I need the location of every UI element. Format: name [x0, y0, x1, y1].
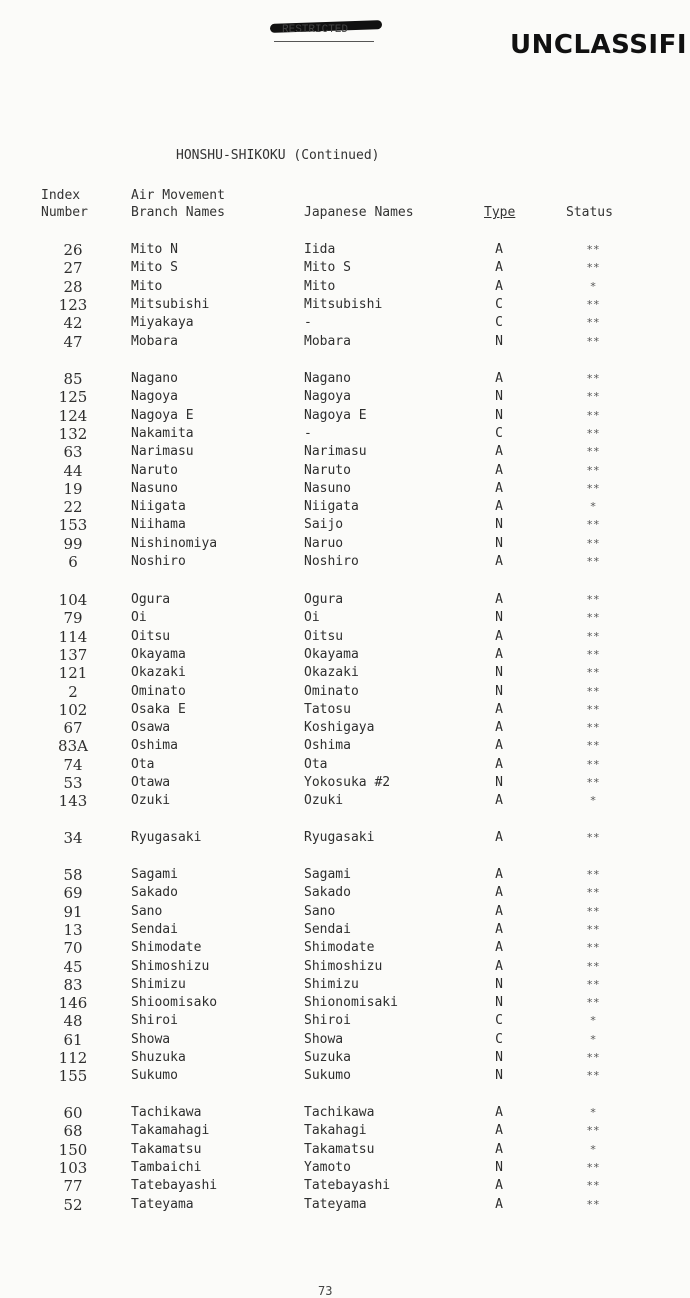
type-cell: A — [495, 940, 503, 956]
table-row — [0, 425, 690, 443]
index-number-cell: 47 — [63, 332, 83, 351]
table-row — [0, 829, 690, 847]
table-row — [0, 664, 690, 682]
type-cell: N — [495, 517, 503, 533]
table-row — [0, 498, 690, 516]
status-cell: * — [589, 279, 597, 293]
japanese-name-cell: Mobara — [304, 333, 351, 349]
air-movement-name-cell: Nishinomiya — [131, 535, 218, 551]
table-row — [0, 683, 690, 701]
air-movement-name-cell: Ryugasaki — [131, 830, 202, 845]
table-row — [0, 591, 690, 609]
type-cell: A — [495, 903, 503, 919]
type-cell: N — [495, 976, 503, 992]
japanese-name-cell: Nagoya E — [304, 407, 367, 423]
air-movement-name-cell: Shiroi — [131, 1013, 178, 1029]
status-cell: ** — [586, 739, 600, 753]
japanese-name-cell: Sendai — [304, 921, 351, 937]
status-cell: ** — [586, 297, 600, 311]
table-row — [0, 314, 690, 332]
status-cell: ** — [586, 1179, 600, 1193]
japanese-name-cell: Oshima — [304, 738, 351, 754]
column-header-type: Type — [484, 205, 516, 220]
index-number-cell: 26 — [63, 241, 83, 259]
type-cell: N — [495, 775, 503, 790]
table-row — [0, 774, 690, 792]
status-cell: ** — [586, 868, 600, 881]
index-number-cell: 85 — [63, 370, 83, 388]
air-movement-name-cell: Ominato — [131, 683, 186, 699]
index-number-cell: 83A — [58, 737, 88, 756]
air-movement-name-cell: Ota — [131, 756, 155, 772]
air-movement-name-cell: Takamatsu — [131, 1141, 202, 1157]
air-movement-name-cell: Oitsu — [131, 628, 171, 644]
air-movement-name-cell: Mobara — [131, 333, 178, 349]
japanese-name-cell: Yokosuka #2 — [304, 775, 391, 790]
index-number-cell: 68 — [63, 1122, 83, 1141]
table-row — [0, 1012, 690, 1030]
japanese-name-cell: Suzuka — [304, 1050, 351, 1065]
table-row — [0, 296, 690, 314]
page-number: 73 — [318, 1284, 333, 1298]
air-movement-name-cell: Ozuki — [131, 793, 171, 809]
type-cell: A — [495, 720, 503, 736]
status-cell: ** — [586, 1069, 600, 1083]
table-row — [0, 407, 690, 425]
type-cell: A — [495, 958, 503, 974]
table-row — [0, 516, 690, 534]
status-cell: ** — [586, 886, 600, 900]
index-number-cell: 27 — [63, 259, 83, 278]
japanese-name-cell: Shimodate — [304, 940, 375, 956]
status-cell: * — [589, 1014, 597, 1028]
index-number-cell: 45 — [63, 957, 83, 976]
index-number-cell: 19 — [63, 479, 83, 498]
stamp-text: RESTRICTED — [282, 24, 349, 36]
air-movement-name-cell: Nagoya E — [131, 407, 194, 423]
table-row — [0, 994, 690, 1012]
index-number-cell: 83 — [63, 975, 83, 994]
table-row — [0, 1031, 690, 1049]
air-movement-name-cell: Nakamita — [131, 425, 194, 441]
index-number-cell: 13 — [63, 920, 83, 939]
japanese-name-cell: Koshigaya — [304, 720, 375, 736]
air-movement-name-cell: Tateyama — [131, 1196, 194, 1212]
status-cell: ** — [586, 481, 600, 495]
status-cell: ** — [586, 1051, 600, 1064]
japanese-name-cell: Tatosu — [304, 701, 351, 717]
air-header-line1: Air Movement — [131, 188, 225, 203]
index-number-cell: 74 — [63, 755, 83, 774]
type-cell: A — [495, 701, 503, 717]
status-cell: * — [589, 794, 597, 808]
table-row — [0, 443, 690, 461]
japanese-name-cell: Takamatsu — [304, 1141, 375, 1157]
table-row — [0, 370, 690, 388]
index-number-cell: 63 — [63, 443, 83, 462]
status-cell: ** — [586, 702, 600, 716]
type-cell: A — [495, 1178, 503, 1194]
type-cell: A — [495, 1123, 503, 1139]
japanese-name-cell: Okazaki — [304, 665, 359, 681]
status-cell: ** — [586, 334, 600, 348]
air-movement-name-cell: Narimasu — [131, 444, 194, 460]
table-row — [0, 480, 690, 498]
type-cell: N — [495, 1159, 503, 1175]
japanese-name-cell: Ominato — [304, 683, 359, 699]
table-row — [0, 1141, 690, 1159]
japanese-name-cell: Saijo — [304, 517, 344, 533]
japanese-name-cell: Tatebayashi — [304, 1178, 391, 1194]
type-cell: A — [495, 867, 503, 882]
japanese-name-cell: Showa — [304, 1031, 344, 1047]
type-cell: A — [495, 462, 503, 478]
japanese-name-cell: Ota — [304, 756, 328, 772]
japanese-name-cell: Narimasu — [304, 444, 367, 460]
japanese-name-cell: Oi — [304, 610, 320, 626]
type-cell: N — [495, 665, 503, 681]
table-row — [0, 1104, 690, 1122]
type-cell: A — [495, 646, 503, 662]
status-cell: ** — [586, 721, 600, 735]
air-movement-name-cell: Osaka E — [131, 701, 186, 717]
table-row — [0, 333, 690, 351]
status-cell: ** — [586, 463, 600, 477]
index-number-cell: 123 — [58, 295, 88, 314]
table-row — [0, 792, 690, 810]
status-cell: ** — [586, 1124, 600, 1138]
index-header-line1: Index — [41, 188, 81, 203]
index-number-cell: 58 — [63, 866, 83, 884]
type-cell: N — [495, 610, 503, 626]
index-number-cell: 53 — [63, 774, 83, 792]
air-movement-name-cell: Takamahagi — [131, 1123, 210, 1139]
status-cell: ** — [586, 426, 600, 440]
japanese-name-cell: Nagano — [304, 371, 351, 386]
status-cell: ** — [586, 941, 600, 955]
air-movement-name-cell: Sagami — [131, 867, 178, 882]
type-cell: C — [495, 296, 503, 312]
japanese-name-cell: Nagoya — [304, 389, 351, 405]
index-number-cell: 137 — [58, 645, 88, 664]
air-movement-name-cell: Sukumo — [131, 1068, 178, 1084]
status-cell: ** — [586, 831, 600, 844]
type-cell: A — [495, 371, 503, 386]
type-cell: A — [495, 1141, 503, 1157]
classification-stamp: UNCLASSIFI — [510, 30, 688, 60]
japanese-name-cell: Niigata — [304, 499, 359, 515]
type-cell: A — [495, 480, 503, 496]
status-cell: ** — [586, 629, 600, 643]
index-number-cell: 60 — [63, 1104, 83, 1122]
air-movement-name-cell: Mito — [131, 278, 163, 294]
japanese-name-cell: Tachikawa — [304, 1105, 375, 1120]
type-cell: C — [495, 1031, 503, 1047]
table-row — [0, 628, 690, 646]
status-cell: ** — [586, 959, 600, 973]
air-movement-name-cell: Sendai — [131, 921, 178, 937]
type-cell: A — [495, 793, 503, 809]
japanese-name-cell: Mitsubishi — [304, 296, 383, 312]
index-number-cell: 121 — [58, 664, 88, 683]
type-cell: A — [495, 554, 503, 569]
air-movement-name-cell: Mito N — [131, 242, 178, 257]
japanese-name-cell: - — [304, 315, 312, 331]
status-cell: ** — [586, 372, 600, 385]
japanese-name-cell: Okayama — [304, 646, 359, 662]
status-cell: ** — [586, 518, 600, 532]
japanese-name-cell: Oitsu — [304, 628, 344, 644]
air-movement-name-cell: Shuzuka — [131, 1050, 186, 1065]
table-row — [0, 939, 690, 957]
type-cell: A — [495, 592, 503, 607]
air-movement-name-cell: Tambaichi — [131, 1159, 202, 1175]
table-row — [0, 903, 690, 921]
table-row — [0, 278, 690, 296]
air-movement-name-cell: Shimizu — [131, 976, 186, 992]
table-row — [0, 756, 690, 774]
air-movement-name-cell: Nasuno — [131, 480, 178, 496]
table-row — [0, 646, 690, 664]
index-header-line2: Number — [41, 205, 88, 220]
status-cell: * — [589, 500, 597, 514]
japanese-name-cell: Sano — [304, 903, 336, 919]
japanese-name-cell: - — [304, 425, 312, 441]
status-cell: ** — [586, 611, 600, 625]
status-cell: ** — [586, 390, 600, 404]
type-cell: C — [495, 425, 503, 441]
index-number-cell: 28 — [63, 277, 83, 296]
japanese-name-cell: Iida — [304, 242, 336, 257]
status-cell: ** — [586, 996, 600, 1010]
index-number-cell: 103 — [58, 1158, 88, 1177]
type-cell: C — [495, 315, 503, 331]
air-movement-name-cell: Nagano — [131, 371, 178, 386]
index-number-cell: 104 — [58, 591, 88, 609]
table-row — [0, 866, 690, 884]
status-cell: ** — [586, 555, 600, 568]
air-movement-name-cell: Shioomisako — [131, 995, 218, 1011]
status-cell: ** — [586, 316, 600, 330]
type-cell: N — [495, 683, 503, 699]
index-number-cell: 155 — [58, 1067, 88, 1086]
status-cell: * — [589, 1142, 597, 1156]
air-movement-name-cell: Ogura — [131, 592, 171, 607]
air-movement-name-cell: Sano — [131, 903, 163, 919]
japanese-name-cell: Mito — [304, 278, 336, 294]
index-number-cell: 69 — [63, 884, 83, 903]
air-movement-name-cell: Niigata — [131, 499, 186, 515]
index-number-cell: 124 — [58, 406, 88, 425]
index-number-cell: 153 — [58, 516, 88, 535]
status-cell: ** — [586, 408, 600, 422]
index-number-cell: 146 — [58, 994, 88, 1013]
table-row — [0, 462, 690, 480]
table-row — [0, 1177, 690, 1195]
index-number-cell: 22 — [63, 498, 83, 517]
table-row — [0, 1049, 690, 1067]
japanese-name-cell: Yamoto — [304, 1159, 351, 1175]
table-row — [0, 609, 690, 627]
index-number-cell: 61 — [63, 1030, 83, 1049]
type-cell: A — [495, 628, 503, 644]
table-row — [0, 737, 690, 755]
status-cell: ** — [586, 243, 600, 256]
japanese-name-cell: Sakado — [304, 885, 351, 901]
air-movement-name-cell: Otawa — [131, 775, 171, 790]
table-row — [0, 701, 690, 719]
type-cell: A — [495, 444, 503, 460]
japanese-name-cell: Ogura — [304, 592, 344, 607]
index-number-cell: 6 — [68, 553, 78, 571]
type-cell: A — [495, 278, 503, 294]
japanese-name-cell: Mito S — [304, 260, 351, 276]
status-cell: ** — [586, 261, 600, 275]
status-cell: ** — [586, 593, 600, 606]
index-number-cell: 48 — [63, 1012, 83, 1031]
status-cell: ** — [586, 666, 600, 680]
index-number-cell: 77 — [63, 1177, 83, 1196]
column-header-status: Status — [566, 205, 613, 220]
type-cell: A — [495, 756, 503, 772]
air-movement-name-cell: Showa — [131, 1031, 171, 1047]
air-movement-name-cell: Tachikawa — [131, 1105, 202, 1120]
index-number-cell: 143 — [58, 792, 88, 811]
table-row — [0, 884, 690, 902]
index-number-cell: 99 — [63, 534, 83, 553]
type-cell: A — [495, 738, 503, 754]
index-number-cell: 67 — [63, 719, 83, 738]
status-cell: ** — [586, 904, 600, 918]
type-cell: A — [495, 885, 503, 901]
type-cell: N — [495, 1050, 503, 1065]
table-row — [0, 1122, 690, 1140]
type-cell: A — [495, 830, 503, 845]
table-row — [0, 976, 690, 994]
status-cell: ** — [586, 757, 600, 771]
index-number-cell: 132 — [58, 424, 88, 443]
japanese-name-cell: Naruto — [304, 462, 351, 478]
table-row — [0, 719, 690, 737]
japanese-name-cell: Shionomisaki — [304, 995, 398, 1011]
status-cell: * — [589, 1106, 597, 1119]
index-number-cell: 114 — [58, 627, 88, 646]
status-cell: ** — [586, 445, 600, 459]
type-cell: N — [495, 333, 503, 349]
type-cell: C — [495, 1013, 503, 1029]
air-movement-name-cell: Niihama — [131, 517, 186, 533]
air-movement-name-cell: Noshiro — [131, 554, 186, 569]
type-cell: A — [495, 499, 503, 515]
air-movement-name-cell: Miyakaya — [131, 315, 194, 331]
index-number-cell: 150 — [58, 1140, 88, 1159]
air-movement-name-cell: Mito S — [131, 260, 178, 276]
index-number-cell: 91 — [63, 902, 83, 921]
page-title: HONSHU-SHIKOKU (Continued) — [176, 148, 380, 163]
status-cell: ** — [586, 977, 600, 991]
index-number-cell: 112 — [58, 1049, 88, 1067]
table-row — [0, 1067, 690, 1085]
index-number-cell: 70 — [63, 939, 83, 958]
air-movement-name-cell: Mitsubishi — [131, 296, 210, 312]
type-cell: N — [495, 535, 503, 551]
status-cell: ** — [586, 536, 600, 550]
air-movement-name-cell: Shimoshizu — [131, 958, 210, 974]
status-cell: ** — [586, 776, 600, 789]
table-row — [0, 921, 690, 939]
table-row — [0, 553, 690, 571]
japanese-name-cell: Tateyama — [304, 1196, 367, 1212]
index-number-cell: 52 — [63, 1195, 83, 1214]
table-row — [0, 1159, 690, 1177]
column-header-japanese: Japanese Names — [304, 205, 414, 220]
type-cell: N — [495, 1068, 503, 1084]
type-cell: N — [495, 407, 503, 423]
type-cell: A — [495, 242, 503, 257]
index-number-cell: 102 — [58, 700, 88, 719]
type-cell: N — [495, 995, 503, 1011]
air-movement-name-cell: Okazaki — [131, 665, 186, 681]
table-row — [0, 259, 690, 277]
air-movement-name-cell: Sakado — [131, 885, 178, 901]
status-cell: ** — [586, 647, 600, 661]
air-movement-name-cell: Nagoya — [131, 389, 178, 405]
type-cell: A — [495, 921, 503, 937]
air-movement-name-cell: Osawa — [131, 720, 171, 736]
table-row — [0, 388, 690, 406]
index-number-cell: 125 — [58, 388, 88, 407]
type-cell: A — [495, 1196, 503, 1212]
japanese-name-cell: Nasuno — [304, 480, 351, 496]
type-cell: A — [495, 260, 503, 276]
type-cell: A — [495, 1105, 503, 1120]
status-cell: * — [589, 1032, 597, 1046]
air-movement-name-cell: Oi — [131, 610, 147, 626]
japanese-name-cell: Shimoshizu — [304, 958, 383, 974]
status-cell: ** — [586, 1197, 600, 1211]
index-number-cell: 42 — [63, 314, 83, 333]
japanese-name-cell: Noshiro — [304, 554, 359, 569]
status-cell: ** — [586, 922, 600, 936]
japanese-name-cell: Takahagi — [304, 1123, 367, 1139]
index-number-cell: 79 — [63, 609, 83, 628]
table-row — [0, 1196, 690, 1214]
table-row — [0, 535, 690, 553]
index-number-cell: 44 — [63, 461, 83, 480]
air-movement-name-cell: Okayama — [131, 646, 186, 662]
table-row — [0, 958, 690, 976]
air-movement-name-cell: Tatebayashi — [131, 1178, 218, 1194]
japanese-name-cell: Sagami — [304, 867, 351, 882]
index-number-cell: 34 — [63, 829, 83, 847]
japanese-name-cell: Naruo — [304, 535, 344, 551]
japanese-name-cell: Shimizu — [304, 976, 359, 992]
status-cell: ** — [586, 1160, 600, 1174]
table-row — [0, 241, 690, 259]
air-movement-name-cell: Shimodate — [131, 940, 202, 956]
japanese-name-cell: Shiroi — [304, 1013, 351, 1029]
status-cell: ** — [586, 684, 600, 698]
air-header-line2: Branch Names — [131, 205, 225, 220]
index-number-cell: 2 — [68, 682, 78, 701]
japanese-name-cell: Ryugasaki — [304, 830, 375, 845]
air-movement-name-cell: Oshima — [131, 738, 178, 754]
japanese-name-cell: Sukumo — [304, 1068, 351, 1084]
type-cell: N — [495, 389, 503, 405]
air-movement-name-cell: Naruto — [131, 462, 178, 478]
japanese-name-cell: Ozuki — [304, 793, 344, 809]
